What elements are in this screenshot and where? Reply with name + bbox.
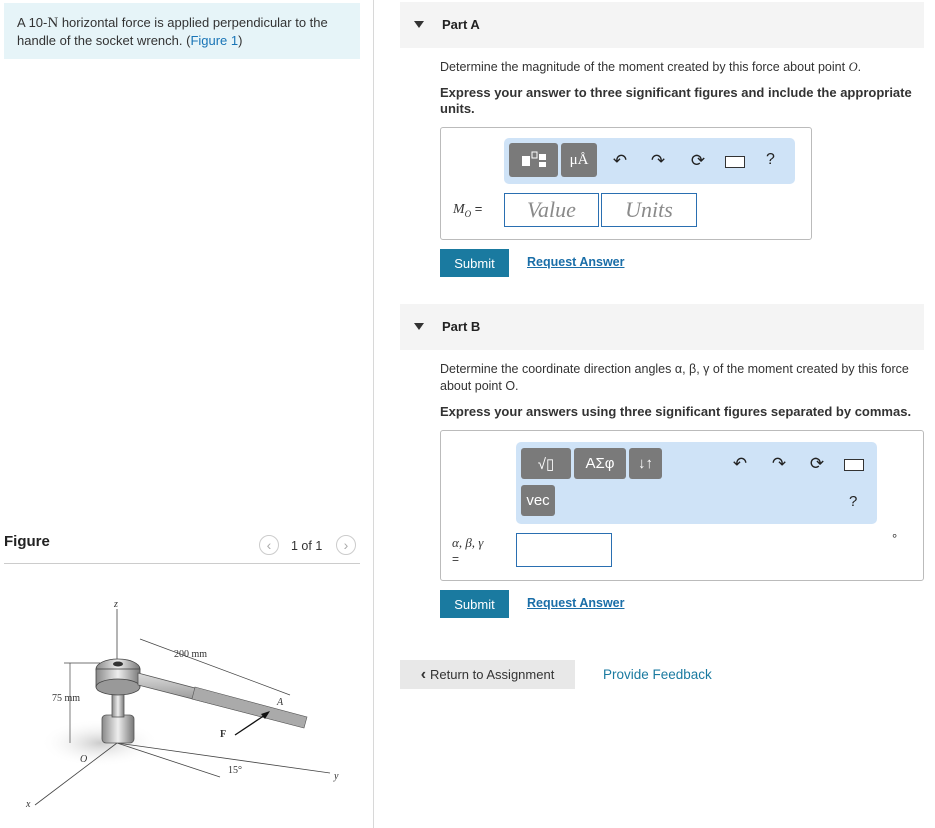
socket (102, 715, 134, 743)
part-a-title: Part A (442, 17, 480, 32)
column-divider (373, 0, 374, 828)
undo-icon[interactable]: ↶ (612, 151, 628, 170)
return-to-assignment-button[interactable]: ‹ Return to Assignment (400, 660, 575, 689)
part-b-equals: = (452, 552, 460, 566)
angle-label: 15° (228, 765, 242, 776)
redo-icon[interactable]: ↷ (650, 151, 666, 170)
part-a-variable: $M_O$ = (453, 201, 483, 219)
figure-divider (4, 563, 360, 564)
collapse-triangle-icon[interactable] (414, 21, 424, 28)
socket-wrench-figure (20, 595, 350, 820)
collapse-triangle-icon[interactable] (414, 323, 424, 330)
part-a-submit-button[interactable]: Submit (440, 249, 509, 277)
reset-icon[interactable]: ⟳ (809, 454, 825, 473)
part-b-question: Determine the coordinate direction angles α, β, γ of the moment created by this force about point O. (440, 362, 909, 393)
point-a-label: A (277, 697, 284, 708)
force-arrow (235, 715, 265, 735)
degree-symbol: ° (892, 531, 898, 546)
redo-icon[interactable]: ↷ (771, 454, 787, 473)
part-a-request-answer-link[interactable]: Request Answer (527, 255, 625, 269)
part-b-title: Part B (442, 319, 481, 334)
part-b-request-answer-link[interactable]: Request Answer (527, 596, 625, 610)
chevron-left-icon: ‹ (266, 537, 272, 553)
problem-text: A 10-N horizontal force is applied perpendicular to the handle of the socket wrench. (Figure 1) (17, 15, 328, 48)
undo-icon[interactable]: ↶ (732, 454, 748, 473)
force-label: F (220, 729, 227, 740)
part-b-variable: α, β, γ (452, 535, 484, 550)
y-label: y (334, 771, 339, 782)
angles-input[interactable] (516, 533, 612, 567)
vector-arrows-button[interactable]: ↓↑ (629, 448, 662, 479)
keyboard-icon[interactable] (725, 156, 745, 168)
template-icon (519, 150, 549, 170)
part-a-instruction: Express your answer to three significant figures and include the appropriate units. (440, 85, 912, 116)
vec-button[interactable]: vec (521, 485, 555, 516)
handle-grip (192, 687, 307, 728)
keyboard-icon[interactable] (844, 459, 864, 471)
x-label: x (26, 799, 31, 810)
floor-shadow (40, 719, 160, 767)
y-axis (117, 743, 330, 773)
figure-pager: 1 of 1 (291, 539, 323, 553)
reset-icon[interactable]: ⟳ (690, 151, 706, 170)
figure-link[interactable]: Figure 1 (190, 33, 239, 48)
value-input[interactable]: Value (504, 193, 599, 227)
origin-label: O (80, 754, 88, 765)
units-button[interactable]: μÅ (561, 143, 597, 177)
part-a-question: Determine the magnitude of the moment created by this force about point O. (440, 60, 862, 74)
chevron-left-icon: ‹ (420, 665, 427, 683)
figure-label: Figure (4, 533, 50, 550)
templates-button[interactable] (509, 143, 558, 177)
z-label: z (114, 599, 118, 610)
help-icon[interactable]: ? (849, 493, 858, 510)
sqrt-template-button[interactable]: √▯ (521, 448, 571, 479)
help-icon[interactable]: ? (766, 151, 775, 168)
part-b-instruction: Express your answers using three significant figures separated by commas. (440, 404, 912, 419)
chevron-right-icon: › (343, 537, 349, 553)
dim-75-label: 75 mm (52, 693, 81, 704)
part-b-submit-button[interactable]: Submit (440, 590, 509, 618)
units-input[interactable]: Units (601, 193, 697, 227)
provide-feedback-link[interactable]: Provide Feedback (603, 667, 712, 682)
prev-figure-button[interactable] (259, 535, 279, 555)
dim-200-label: 200 mm (174, 649, 208, 660)
greek-symbols-button[interactable]: ΑΣφ (574, 448, 626, 479)
next-figure-button[interactable] (336, 535, 356, 555)
